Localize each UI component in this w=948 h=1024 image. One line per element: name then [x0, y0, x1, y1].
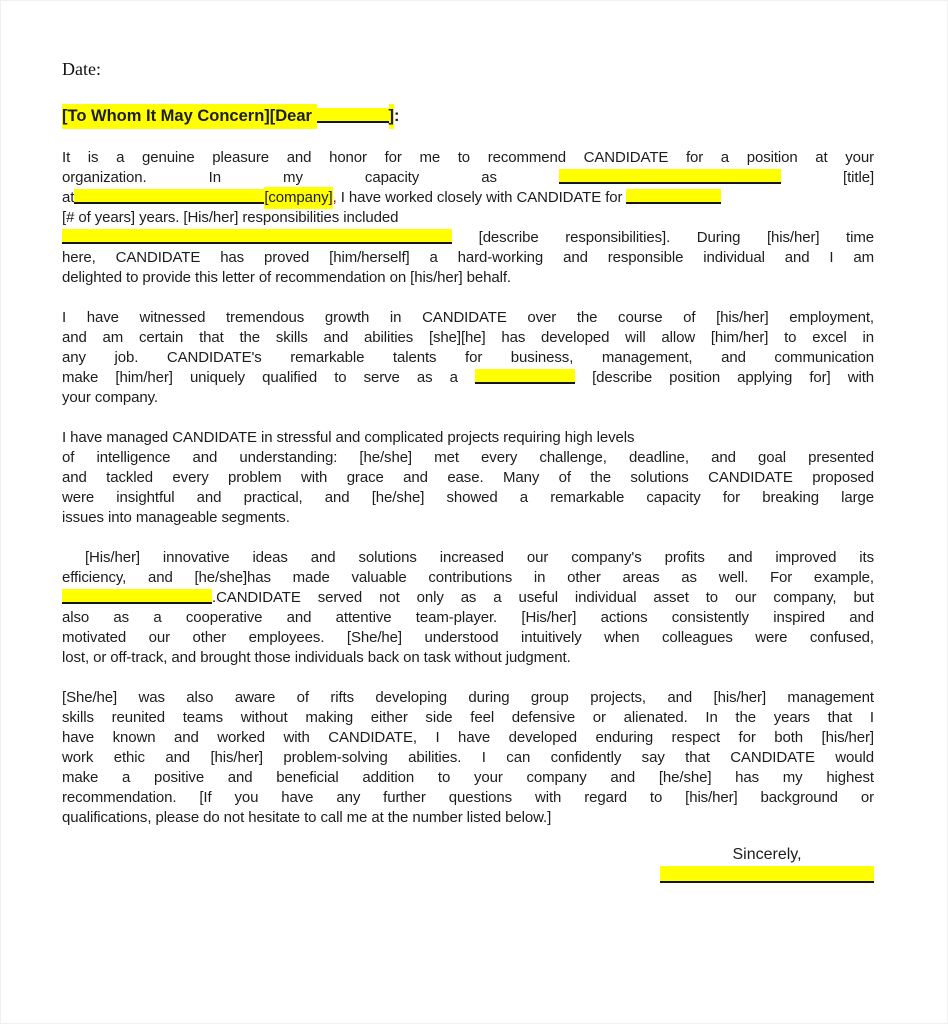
fill-in-blank [74, 189, 264, 204]
text-run: also as a cooperative and attentive team-player. [His/her] actions consistently inspired and [62, 609, 874, 626]
text-run: I have managed CANDIDATE in stressful and complicated projects requiring high levels [62, 429, 635, 446]
highlighted-text: [To Whom It May Concern][Dear [62, 104, 317, 129]
closing-sincerely: Sincerely, [732, 846, 802, 863]
text-run: , [332, 189, 337, 206]
text-line [62, 648, 874, 668]
text-run: : [394, 107, 400, 125]
text-line [62, 808, 874, 828]
text-line [62, 588, 874, 608]
text-run: efficiency, and [he/she]has made valuable contributions in other areas as well. For example, [62, 569, 874, 586]
fill-in-blank [475, 369, 575, 384]
text-run: and tackled every problem with grace and ease. Many of the solutions CANDIDATE proposed [62, 469, 874, 486]
text-run: and am certain that the skills and abilities [she][he] has developed will allow [him/her] to excel in [62, 329, 874, 346]
fill-in-blank [62, 229, 452, 244]
text-line [62, 168, 874, 188]
text-run: motivated our other employees. [She/he] understood intuitively when colleagues were confused, [62, 629, 874, 646]
text-line [62, 608, 874, 628]
text-run: have known and worked with CANDIDATE, I have developed enduring respect for both [his/her] [62, 729, 874, 746]
text-run: delighted to provide this letter of recommendation on [his/her] behalf. [62, 269, 512, 286]
fill-in-blank [62, 589, 212, 604]
text-line [62, 788, 874, 808]
text-run: I have worked closely with CANDIDATE for [336, 189, 627, 206]
text-line [62, 508, 874, 528]
paragraph [62, 148, 874, 288]
text-run: [His/her] innovative ideas and solutions increased our company's profits and improved its [62, 549, 874, 566]
text-run: It is a genuine pleasure and honor for me to recommend CANDIDATE for a position at your [62, 149, 874, 166]
text-run: make [him/her] uniquely qualified to serve as a [62, 369, 475, 386]
text-run: skills reunited teams without making either side feel defensive or alienated. In the years that I [62, 709, 874, 726]
text-line [62, 768, 874, 788]
paragraph [62, 548, 874, 668]
text-run: issues into manageable segments. [62, 509, 290, 526]
highlighted-text: ] [389, 104, 395, 129]
text-run: make a positive and beneficial addition to your company and [he/she] has my highest [62, 769, 874, 786]
text-line [62, 208, 874, 228]
paragraph [62, 308, 874, 408]
signature-blank [660, 866, 874, 883]
fill-in-blank [559, 169, 781, 184]
text-run: here, CANDIDATE has proved [him/herself] a hard-working and responsible individual and I am [62, 249, 874, 266]
text-run: your company. [62, 389, 158, 406]
text-line [62, 468, 874, 488]
fill-in-blank [317, 108, 389, 123]
text-run: at [62, 189, 75, 206]
text-line [62, 148, 874, 168]
text-run: [She/he] was also aware of rifts developing during group projects, and [his/her] management [62, 689, 874, 706]
text-run: [describe responsibilities]. During [his/her] time [452, 229, 874, 246]
text-line [62, 728, 874, 748]
text-line [62, 548, 874, 568]
text-line [62, 448, 874, 468]
text-line [62, 428, 874, 448]
text-run: qualifications, please do not hesitate to call me at the number listed below.] [62, 809, 552, 826]
text-line [62, 568, 874, 588]
text-line [62, 688, 874, 708]
letter-body [62, 148, 874, 828]
text-line [62, 328, 874, 348]
text-run: [title] [780, 169, 875, 186]
text-line [62, 488, 874, 508]
text-line [62, 228, 874, 248]
paragraph [62, 688, 874, 828]
text-run: were insightful and practical, and [he/she] showed a remarkable capacity for breaking large [62, 489, 874, 506]
paragraph [62, 428, 874, 528]
text-line [62, 188, 874, 208]
highlighted-text: [company] [264, 187, 332, 209]
text-run: lost, or off-track, and brought those individuals back on task without judgment. [62, 649, 571, 666]
text-run: [# of years] years. [His/her] responsibilities included [62, 209, 399, 226]
text-run: organization. In my capacity as [62, 169, 559, 186]
text-line [62, 388, 874, 408]
text-line [62, 748, 874, 768]
closing-block [660, 845, 874, 883]
text-line [62, 708, 874, 728]
text-line [62, 268, 874, 288]
text-line [62, 628, 874, 648]
text-run: .CANDIDATE served not only as a useful individual asset to our company, but [212, 589, 874, 606]
text-line [62, 248, 874, 268]
text-run: [describe position applying for] with [575, 369, 875, 386]
text-run: I have witnessed tremendous growth in CANDIDATE over the course of [his/her] employment, [62, 309, 874, 326]
text-run: of intelligence and understanding: [he/she] met every challenge, deadline, and goal presented [62, 449, 874, 466]
text-line [62, 368, 874, 388]
fill-in-blank [626, 189, 721, 204]
text-run: any job. CANDIDATE's remarkable talents for business, management, and communication [62, 349, 874, 366]
text-line [62, 348, 874, 368]
text-line [62, 308, 874, 328]
text-run: work ethic and [his/her] problem-solving abilities. I can confidently say that CANDIDATE would [62, 749, 874, 766]
salutation-line [62, 104, 874, 128]
text-run: recommendation. [If you have any further questions with regard to [his/her] background or [62, 789, 874, 806]
date-label: Date: [62, 59, 101, 79]
